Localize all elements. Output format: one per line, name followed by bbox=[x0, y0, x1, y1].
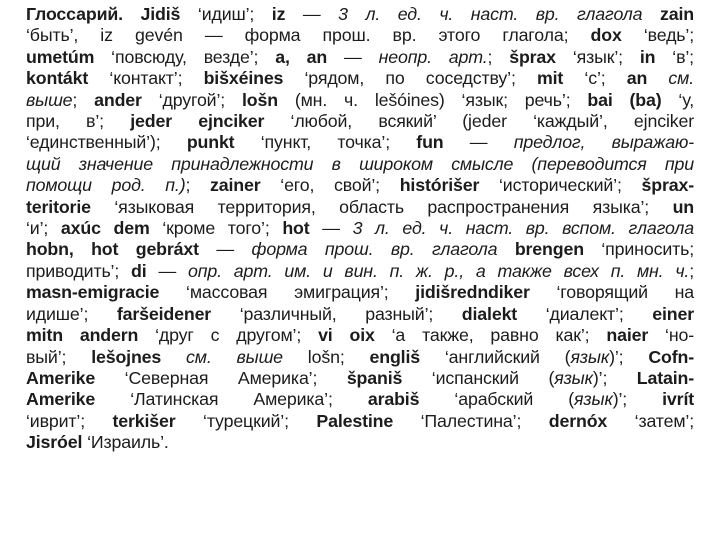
glossary-line bbox=[26, 347, 694, 368]
glossary-term: fun bbox=[416, 132, 444, 153]
glossary-term: jeder ejnciker bbox=[130, 111, 265, 132]
glossary-text: ‘контакт’; bbox=[88, 68, 204, 89]
glossary-term: kontákt bbox=[26, 68, 89, 89]
glossary-text: — bbox=[285, 4, 339, 24]
glossary-text: ‘но- bbox=[648, 325, 695, 346]
glossary-term: Latain- bbox=[636, 367, 694, 388]
glossary-term: dox bbox=[590, 25, 622, 46]
glossary-term: einer bbox=[652, 303, 694, 324]
glossary-text: ‘английский ( bbox=[420, 346, 571, 367]
glossary-text: ‘повсюду, везде’; bbox=[94, 46, 276, 67]
glossary-term: lešojnes bbox=[91, 346, 162, 367]
glossary-term: bišxéines bbox=[203, 68, 284, 89]
glossary-term: histórišer bbox=[399, 175, 480, 196]
glossary-grammar-note: см. выше bbox=[186, 346, 283, 367]
glossary-text: ‘диалект’; bbox=[517, 303, 653, 324]
glossary-text: — bbox=[327, 46, 379, 67]
glossary-text: вый’; bbox=[26, 346, 92, 367]
glossary-term: ivrít bbox=[662, 389, 695, 410]
glossary-term: šprax- bbox=[641, 175, 694, 196]
glossary-text: при, в’; bbox=[26, 111, 131, 132]
glossary-text: ‘его, свой’; bbox=[260, 175, 400, 196]
glossary-text: ‘Израиль’. bbox=[82, 432, 169, 453]
glossary-text: ‘Палестина’; bbox=[393, 410, 549, 431]
glossary-term: bai (ba) bbox=[587, 89, 662, 110]
glossary-line bbox=[26, 218, 694, 239]
glossary-text: ‘единственный’); bbox=[26, 132, 187, 153]
glossary-text: ‘приносить; bbox=[583, 239, 695, 260]
glossary-term: an bbox=[626, 68, 648, 89]
glossary-line bbox=[26, 432, 694, 453]
glossary-text: ; bbox=[185, 175, 211, 196]
glossary-grammar-note: опр. арт. им. и вин. п. ж. р., а также всех п. мн. ч. bbox=[187, 260, 690, 281]
glossary-term: mitn andern bbox=[26, 325, 139, 346]
glossary-line bbox=[26, 4, 694, 25]
glossary-text: ‘ведь’; bbox=[621, 25, 695, 46]
glossary-line bbox=[26, 282, 694, 303]
glossary-term: Jidiš bbox=[140, 4, 181, 24]
glossary-text: ‘иврит’; bbox=[26, 410, 113, 431]
glossary-grammar-note: см. bbox=[647, 68, 694, 89]
glossary-term: vi oix bbox=[318, 325, 375, 346]
glossary-text: ‘друг с другом’; bbox=[138, 325, 319, 346]
glossary-term: šprax bbox=[509, 46, 556, 67]
glossary-line bbox=[26, 304, 694, 325]
glossary-line bbox=[26, 90, 694, 111]
glossary-term: hot bbox=[282, 218, 310, 239]
glossary-grammar-note: форма прош. вр. глагола bbox=[251, 239, 498, 260]
glossary-term: Глоссарий. bbox=[26, 4, 141, 24]
glossary-grammar-note: выше bbox=[26, 89, 73, 110]
glossary-term: mit bbox=[536, 68, 564, 89]
glossary-text: ‘язык’; bbox=[555, 46, 640, 67]
glossary-text: ‘испанский ( bbox=[402, 367, 555, 388]
glossary-term: in bbox=[639, 46, 656, 67]
glossary-line bbox=[26, 411, 694, 432]
glossary-term: faršeidener bbox=[116, 303, 212, 324]
glossary-grammar-note: помощи род. п.) bbox=[26, 175, 186, 196]
glossary-text: ‘рядом, по соседству’; bbox=[283, 68, 537, 89]
glossary-term: Amerike bbox=[26, 389, 96, 410]
glossary-grammar-note: предлог, выражаю- bbox=[513, 132, 694, 153]
glossary-text: идише’; bbox=[26, 303, 117, 324]
glossary-text: )’; bbox=[609, 346, 649, 367]
glossary-line bbox=[26, 132, 694, 153]
glossary-line bbox=[26, 389, 694, 410]
glossary-term: hobn, hot gebráxt bbox=[26, 239, 199, 260]
glossary-term: Palestine bbox=[316, 410, 394, 431]
glossary-term: axúc dem bbox=[60, 218, 150, 239]
glossary-text: ‘турецкий’; bbox=[175, 410, 317, 431]
glossary-term: Jisróel bbox=[26, 432, 83, 453]
glossary-text: )’; bbox=[592, 367, 637, 388]
glossary-term: a, an bbox=[275, 46, 328, 67]
glossary-line bbox=[26, 368, 694, 389]
glossary-text: ‘исторический’; bbox=[479, 175, 642, 196]
glossary-term: arabiš bbox=[367, 389, 420, 410]
glossary-term: ander bbox=[94, 89, 142, 110]
glossary-text: ; bbox=[487, 46, 510, 67]
glossary-line bbox=[26, 154, 694, 175]
glossary-line bbox=[26, 261, 694, 282]
glossary-term: zain bbox=[642, 4, 694, 24]
glossary-text: ‘говорящий на bbox=[529, 282, 695, 303]
glossary-term: dialekt bbox=[461, 303, 518, 324]
glossary-text: ; bbox=[72, 89, 95, 110]
glossary-term: punkt bbox=[186, 132, 235, 153]
glossary-text: )’; bbox=[612, 389, 663, 410]
glossary-line bbox=[26, 68, 694, 89]
glossary-text: ‘с’; bbox=[563, 68, 627, 89]
glossary-line bbox=[26, 239, 694, 260]
glossary-text: — bbox=[443, 132, 514, 153]
glossary-text: ‘у, bbox=[661, 89, 694, 110]
glossary-text: ‘языковая территория, область распространения языка’; bbox=[90, 196, 673, 217]
glossary-text: ‘быть’, iz gevén — форма прош. вр. этого глагола; bbox=[26, 25, 591, 46]
glossary-text: ‘любой, всякий’ (jeder ‘каждый’, ejnciker bbox=[264, 111, 694, 132]
glossary-term: masn-emigracie bbox=[26, 282, 160, 303]
glossary-line bbox=[26, 197, 694, 218]
glossary-text: ‘пункт, точка’; bbox=[234, 132, 417, 153]
glossary-term: terkišer bbox=[112, 410, 176, 431]
glossary-grammar-note: язык bbox=[570, 346, 610, 367]
glossary-term: španiš bbox=[346, 367, 403, 388]
glossary-text: ‘в’; bbox=[655, 46, 694, 67]
glossary-grammar-note: язык bbox=[574, 389, 613, 410]
glossary-grammar-note: щий значение принадлежности в широком смысле (переводится при bbox=[26, 153, 694, 174]
glossary-grammar-note: язык bbox=[554, 367, 593, 388]
glossary-text: ‘арабский ( bbox=[419, 389, 575, 410]
glossary-term: dernóx bbox=[548, 410, 608, 431]
glossary-grammar-note: 3 л. ед. ч. наст. вр. глагола bbox=[338, 4, 643, 24]
glossary-text: — bbox=[309, 218, 353, 239]
glossary-text: ‘и’; bbox=[26, 218, 61, 239]
glossary-term: lošn bbox=[241, 89, 278, 110]
glossary-text: lošn; bbox=[282, 346, 370, 367]
glossary-text: ‘кроме того’; bbox=[149, 218, 283, 239]
glossary-term: Amerike bbox=[26, 367, 96, 388]
glossary-text: ‘идиш’; bbox=[180, 4, 272, 24]
glossary-term: teritorie bbox=[26, 196, 91, 217]
glossary-term: naier bbox=[606, 325, 649, 346]
glossary-text: ‘массовая эмиграция’; bbox=[159, 282, 416, 303]
glossary-text: приводить’; bbox=[26, 260, 132, 281]
glossary-term: umetúm bbox=[26, 46, 95, 67]
glossary-term: iz bbox=[271, 4, 286, 24]
glossary-text: ‘затем’; bbox=[607, 410, 695, 431]
glossary-text: ‘а также, равно как’; bbox=[374, 325, 607, 346]
glossary-term: brengen bbox=[497, 239, 584, 260]
glossary-text-block bbox=[26, 4, 694, 454]
glossary-text: ‘различный, разный’; bbox=[211, 303, 462, 324]
glossary-term: un bbox=[672, 196, 694, 217]
glossary-text: ; bbox=[689, 260, 694, 281]
glossary-line bbox=[26, 47, 694, 68]
glossary-term: di bbox=[131, 260, 147, 281]
glossary-grammar-note: неопр. арт. bbox=[378, 46, 488, 67]
glossary-text: — bbox=[198, 239, 252, 260]
glossary-line bbox=[26, 175, 694, 196]
glossary-line bbox=[26, 25, 694, 46]
glossary-term: Cofn- bbox=[648, 346, 695, 367]
glossary-grammar-note: 3 л. ед. ч. наст. вр. вспом. глагола bbox=[352, 218, 694, 239]
glossary-line bbox=[26, 325, 694, 346]
glossary-text: — bbox=[146, 260, 188, 281]
glossary-text: ‘Латинская Америка’; bbox=[95, 389, 368, 410]
glossary-text bbox=[161, 347, 186, 367]
glossary-term: engliš bbox=[369, 346, 420, 367]
glossary-term: zainer bbox=[210, 175, 261, 196]
glossary-line bbox=[26, 111, 694, 132]
glossary-term: jidišredndiker bbox=[415, 282, 530, 303]
glossary-text: (мн. ч. lešóines) ‘язык; речь’; bbox=[277, 89, 588, 110]
glossary-text: ‘Северная Америка’; bbox=[95, 367, 347, 388]
glossary-text: ‘другой’; bbox=[141, 89, 242, 110]
